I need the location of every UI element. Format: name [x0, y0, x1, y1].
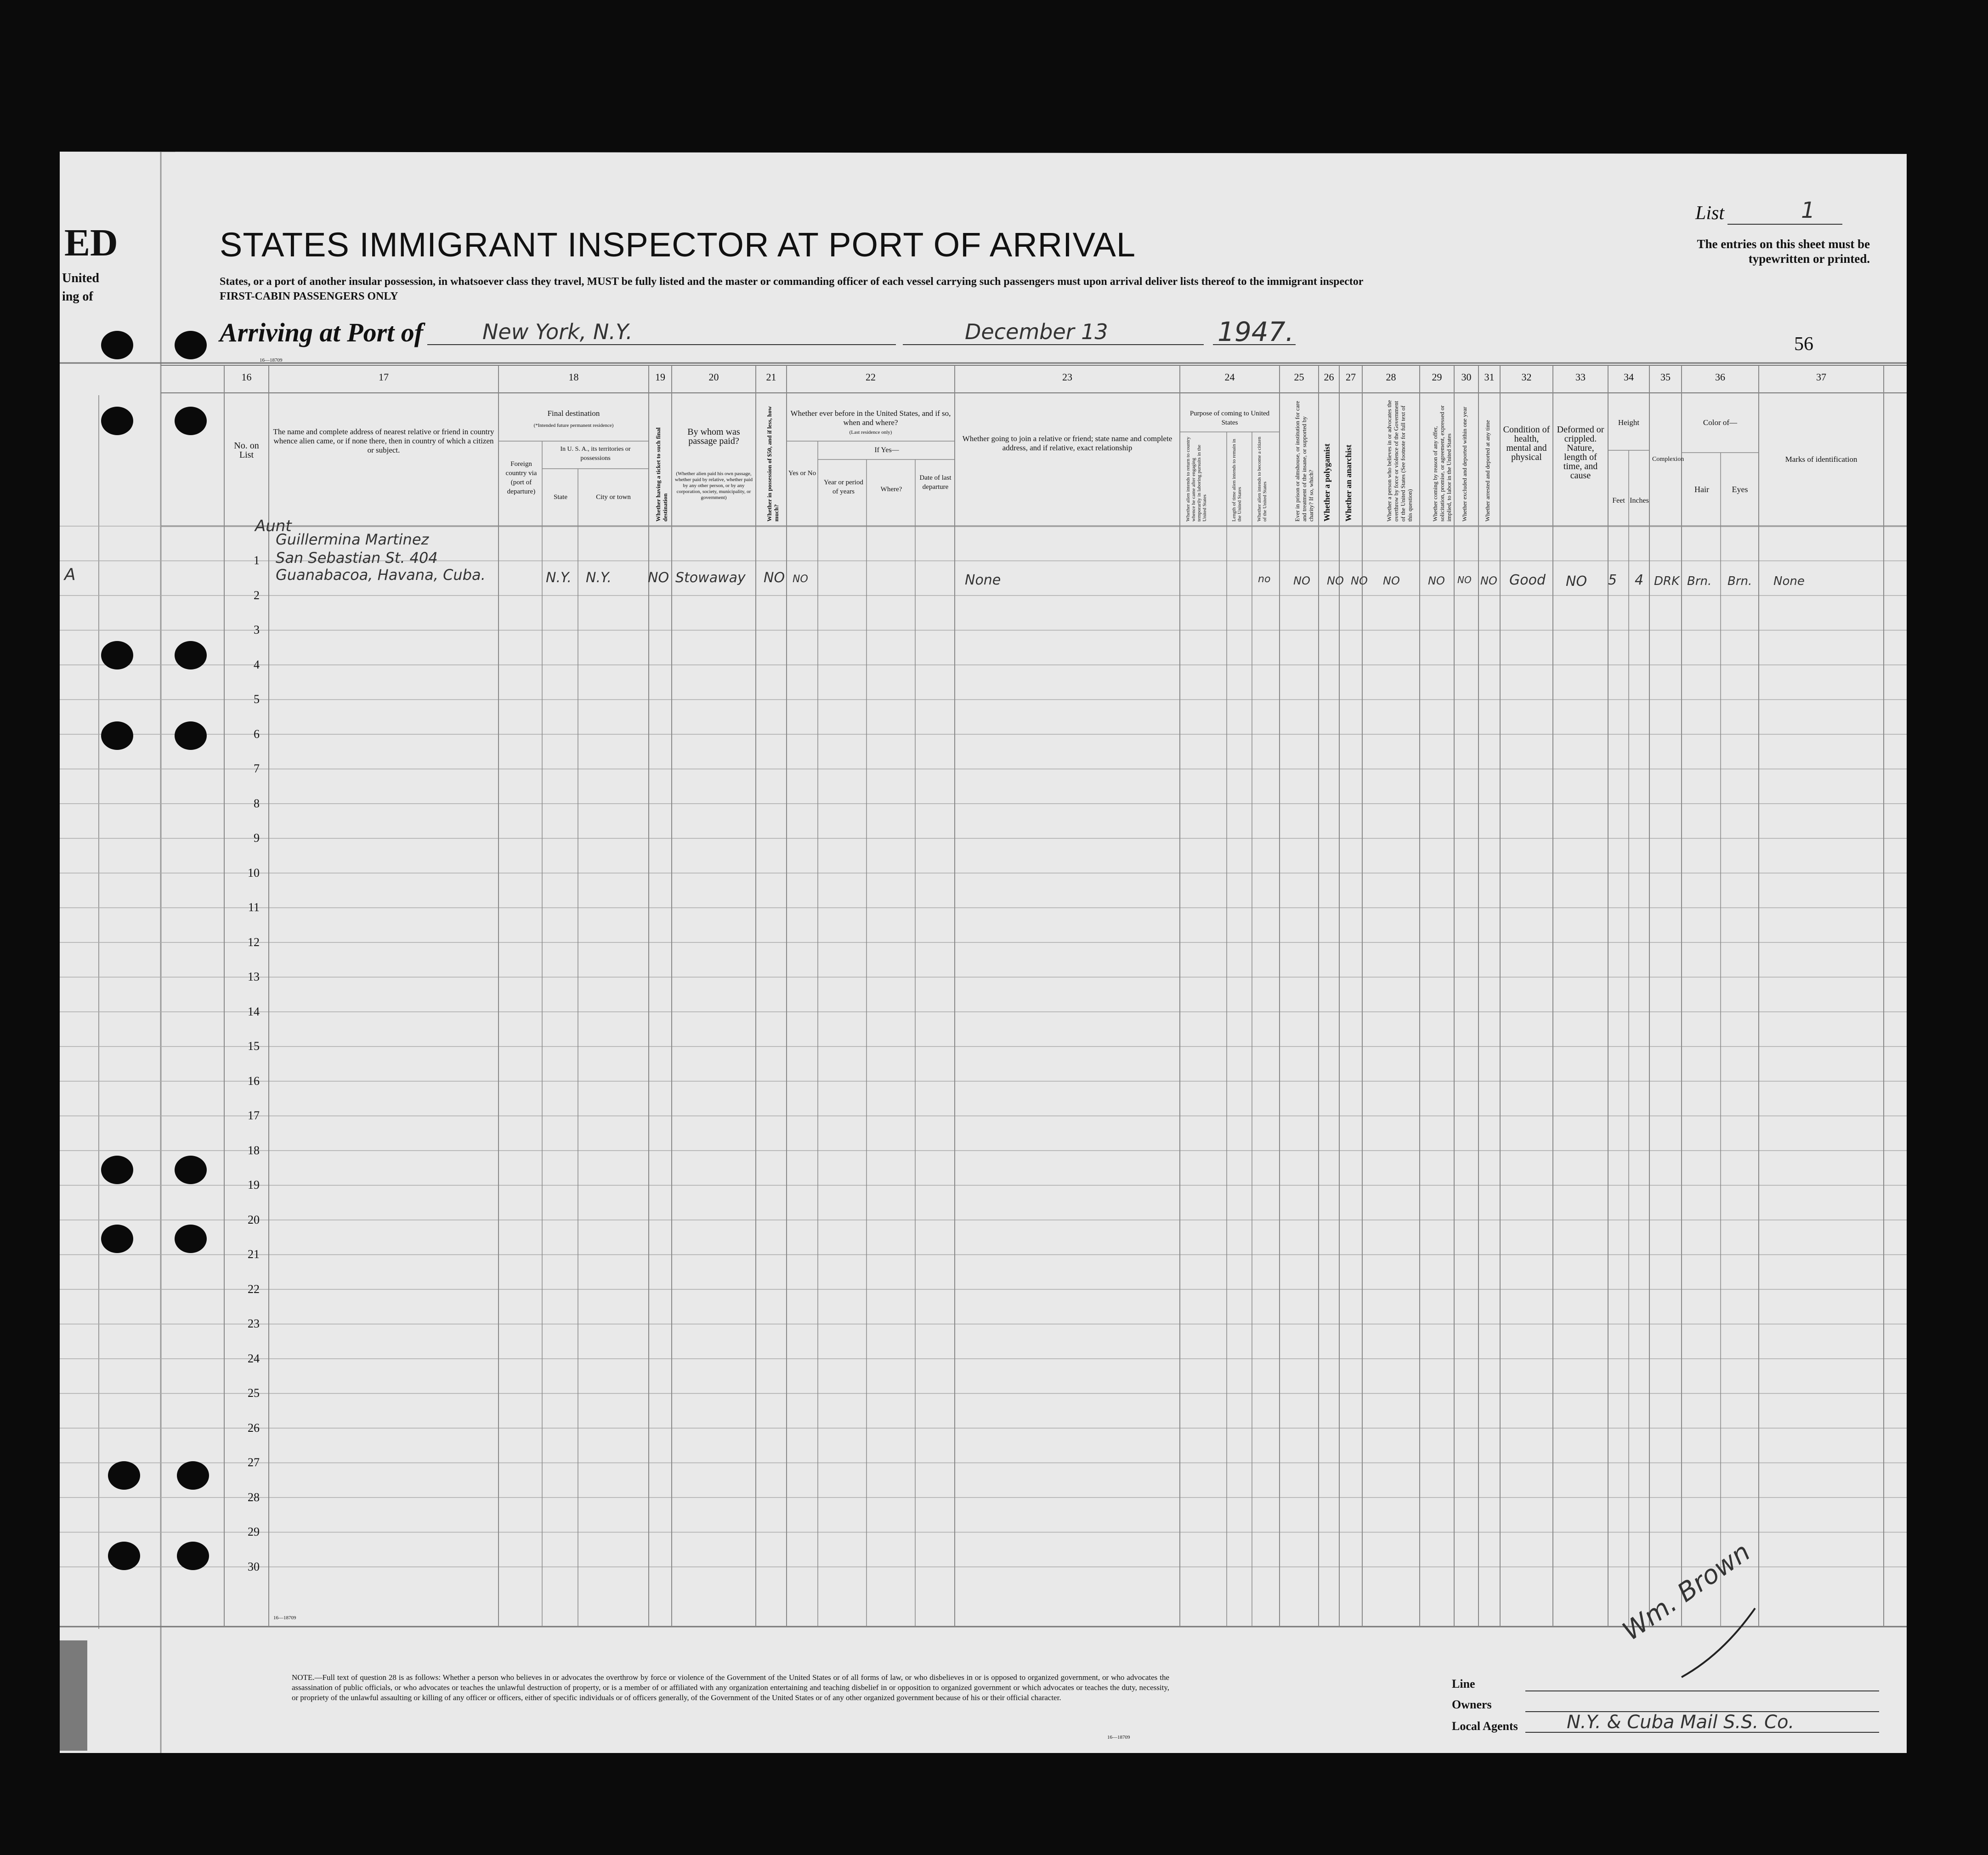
column-number-25: 25	[1294, 371, 1304, 383]
column-part-label: Feet	[1612, 497, 1625, 505]
row-number: 12	[248, 935, 260, 949]
entry-marks: None	[1773, 574, 1805, 588]
column-header-34: Height	[1618, 418, 1640, 427]
list-label: List	[1695, 203, 1725, 224]
punch-hole	[175, 1225, 207, 1253]
footer-form-number-2: 16—18709	[273, 1615, 296, 1621]
row-number: 19	[248, 1178, 260, 1191]
line-label: Line	[1452, 1677, 1475, 1690]
row-number: 5	[254, 692, 260, 706]
agents-value: N.Y. & Cuba Mail S.S. Co.	[1567, 1712, 1795, 1733]
entry-name: Guillermina Martinez	[276, 531, 429, 548]
punch-hole	[101, 721, 133, 750]
column-header-33: Deformed or crippled. Nature, length of time, and cause	[1557, 425, 1604, 481]
column-part-label: Eyes	[1732, 485, 1748, 494]
row-number: 10	[248, 866, 260, 879]
column-number-32: 32	[1521, 371, 1532, 383]
column-number-29: 29	[1432, 371, 1442, 383]
column-header-32: Condition of health, mental and physical	[1503, 425, 1550, 462]
column-header-29: Whether coming by reason of any offer, solicitation, promise, or agreement, expressed or implied, to labor in the United States	[1431, 405, 1452, 522]
row-number: 3	[254, 623, 260, 636]
punch-hole	[108, 1461, 140, 1490]
row-number: 14	[248, 1004, 260, 1018]
entry-arrested: NO	[1480, 574, 1497, 587]
entry-labor: NO	[1428, 574, 1445, 587]
entry-join-relative: None	[965, 572, 1001, 588]
column-header-18: Final destination	[547, 409, 600, 418]
subtitle-2: FIRST-CABIN PASSENGERS ONLY	[220, 290, 398, 302]
column-number-17: 17	[379, 371, 389, 383]
row-number: 18	[248, 1143, 260, 1157]
column-part-label: If Yes—	[874, 446, 899, 454]
column-part-label: Hair	[1694, 485, 1709, 494]
purpose-sub-label: Whether alien intends to become a citizen of the United States	[1257, 437, 1268, 522]
column-number-35: 35	[1660, 371, 1671, 383]
row-number: 1	[254, 554, 260, 567]
row-number: 17	[248, 1109, 260, 1122]
column-part-label: State	[554, 494, 567, 501]
column-number-36: 36	[1715, 371, 1725, 383]
row-number: 6	[254, 727, 260, 741]
column-subheader-20: (Whether alien paid his own passage, whether paid by relative, whether paid by any other person, or by any corporation, society, municipality, or government)	[674, 471, 753, 500]
row-number: 15	[248, 1039, 260, 1053]
entry-feet: 5	[1608, 572, 1617, 588]
column-header-26: Whether a polygamist	[1322, 443, 1331, 522]
column-number-30: 30	[1461, 371, 1472, 383]
column-header-36: Color of—	[1703, 418, 1738, 427]
column-part-label: Inches	[1630, 497, 1649, 505]
date-value: December 13	[965, 319, 1108, 344]
row-number: 28	[248, 1490, 260, 1504]
row-number: 25	[248, 1386, 260, 1400]
column-header-25: Ever in prison or almshouse, or institution for care and treatment of the insane, or supported by charity? If so, which?	[1293, 401, 1314, 522]
column-part-label: Date of last departure	[919, 474, 952, 491]
column-header-30: Whether excluded and deported within one year	[1461, 407, 1468, 522]
typewritten-note: The entries on this sheet must be typewritten or printed.	[1697, 237, 1870, 266]
punch-hole	[101, 331, 133, 359]
row-number: 23	[248, 1317, 260, 1330]
entry-complexion: DRK	[1654, 574, 1680, 588]
row-number: 29	[248, 1525, 260, 1538]
column-header-23: Whether going to join a relative or friend; state name and complete address, and if relative, exact relationship	[962, 434, 1172, 452]
punch-hole	[108, 1542, 140, 1570]
row-number: 30	[248, 1560, 260, 1573]
port-value: New York, N.Y.	[482, 319, 633, 344]
column-number-24: 24	[1224, 371, 1235, 383]
entry-polygamist: NO	[1327, 574, 1344, 587]
list-value: 1	[1801, 198, 1815, 223]
punch-hole	[175, 1156, 207, 1184]
column-number-37: 37	[1816, 371, 1826, 383]
entry-paid-by: Stowaway	[675, 570, 746, 586]
row-number: 24	[248, 1351, 260, 1365]
entry-possession: NO	[764, 570, 785, 586]
arriving-label: Arriving at Port of	[220, 318, 424, 347]
entry-state: N.Y.	[546, 570, 572, 586]
row-number: 2	[254, 588, 260, 602]
column-header-24: Purpose of coming to United States	[1189, 410, 1270, 426]
row-number: 8	[254, 796, 260, 810]
entry-ticket: NO	[648, 570, 669, 586]
column-number-28: 28	[1386, 371, 1396, 383]
row-number: 26	[248, 1421, 260, 1435]
left-fragment-2: United	[62, 271, 99, 285]
column-header-31: Whether arrested and deported at any time	[1484, 420, 1491, 522]
punch-hole	[101, 407, 133, 435]
column-header-19: Whether having a ticket to such final destination	[655, 427, 668, 522]
column-part-label: In U. S. A., its territories or possessions	[560, 446, 631, 462]
column-number-23: 23	[1062, 371, 1072, 383]
owners-label: Owners	[1452, 1698, 1492, 1711]
row-number: 21	[248, 1248, 260, 1261]
column-header-16: No. on List	[234, 441, 259, 460]
row-number: 22	[248, 1282, 260, 1296]
punch-hole	[101, 1156, 133, 1184]
row-number: 16	[248, 1074, 260, 1088]
entry-left-letter: A	[64, 565, 76, 584]
column-number-19: 19	[655, 371, 665, 383]
entry-address-2: Guanabacoa, Havana, Cuba.	[276, 566, 486, 584]
punch-hole	[175, 407, 207, 435]
sheet-number: 56	[1794, 334, 1813, 355]
footer-form-number: 16—18709	[1107, 1735, 1130, 1740]
row-number: 20	[248, 1213, 260, 1226]
column-subheader-18: (*Intended future permanent residence)	[533, 423, 614, 428]
column-number-22: 22	[866, 371, 876, 383]
entry-prison: NO	[1293, 574, 1310, 587]
entry-overthrow: NO	[1383, 574, 1400, 587]
column-header-37: Marks of identification	[1785, 455, 1858, 464]
row-number: 7	[254, 762, 260, 775]
column-number-26: 26	[1324, 371, 1334, 383]
column-header-21: Whether in possession of $50, and if less, how much?	[765, 406, 780, 522]
punch-hole	[175, 641, 207, 669]
punch-hole	[177, 1461, 209, 1490]
column-header-35: Complexion	[1652, 456, 1684, 463]
row-number: 11	[248, 901, 260, 914]
column-number-27: 27	[1346, 371, 1356, 383]
form-number: 16—18709	[260, 357, 283, 363]
column-header-22: Whether ever before in the United States, and if so, when and where?	[790, 409, 951, 427]
row-number: 13	[248, 970, 260, 983]
punch-hole	[177, 1542, 209, 1570]
column-number-21: 21	[766, 371, 776, 383]
page-title: STATES IMMIGRANT INSPECTOR AT PORT OF ARRIVAL	[220, 226, 1136, 264]
purpose-sub-label: Length of time alien intends to remain in the United States	[1231, 439, 1242, 522]
punch-hole	[175, 331, 207, 359]
column-header-27: Whether an anarchist	[1344, 444, 1353, 522]
footer-note: NOTE.—Full text of question 28 is as follows: Whether a person who believes in or advocates the overthrow by force or violence of the Government of the United States or of all forms of law, or who disbelieves in or is opposed to organized government, or who advocates the assassination of public officials, or who advocates or teaches the unlawful destruction of property, or is a member of or affiliated with any organization entertaining and teaching disbelief in or opposition to organized government or which advocates or teaches the duty, necessity, or propriety of the unlawful assaulting or killing of any officer or officers, either of specific individuals or of officers generally, of the Government of the United States or of any other organized government because of his or their official character.	[292, 1673, 1169, 1702]
entry-excluded: NO	[1457, 574, 1472, 585]
subtitle: States, or a port of another insular possession, in whatsoever class they travel, MUST be fully listed and the master or commanding officer of each vessel carrying such passengers must upon arrival deliver lists thereof to the immigrant inspector	[220, 276, 1364, 288]
column-number-33: 33	[1575, 371, 1586, 383]
column-number-18: 18	[568, 371, 579, 383]
column-part-label: Where?	[880, 486, 902, 493]
signature: Wm. Brown	[1617, 1537, 1756, 1647]
agents-label: Local Agents	[1452, 1719, 1518, 1733]
column-header-28: Whether a person who believes in or advocates the overthrow by force or violence of the Government of the United States (See footnote for full text of this question)	[1385, 400, 1413, 522]
row-number: 27	[248, 1456, 260, 1469]
entry-relation: Aunt	[255, 517, 292, 535]
entry-health: Good	[1509, 572, 1546, 588]
entry-anarchist: NO	[1351, 574, 1368, 587]
punch-hole	[101, 1225, 133, 1253]
entry-eyes: Brn.	[1727, 574, 1752, 588]
column-part-label: Yes or No	[788, 470, 816, 477]
year-value: 1947.	[1218, 316, 1294, 347]
column-number-31: 31	[1484, 371, 1495, 383]
column-number-34: 34	[1624, 371, 1634, 383]
row-number: 4	[254, 658, 260, 671]
column-header-20: By whom was passage paid?	[687, 427, 740, 446]
column-part-label: Year or period of years	[824, 479, 863, 495]
paper	[60, 152, 1916, 1753]
column-part-label: Foreign country via (port of departure)	[505, 460, 537, 495]
left-fragment-3: ing of	[62, 289, 93, 304]
row-number: 9	[254, 831, 260, 845]
entry-deformed: NO	[1566, 573, 1587, 590]
entry-inches: 4	[1635, 572, 1644, 588]
punch-hole	[175, 721, 207, 750]
column-header-17: The name and complete address of nearest relative or friend in country whence alien came, or if none there, then in country of which a citizen or subject.	[273, 427, 494, 454]
entry-citizen: no	[1258, 573, 1271, 585]
purpose-sub-label: Whether alien intends to return to country whence he came after engaging temporarily in laboring pursuits in the United States	[1185, 437, 1207, 522]
left-fragment: ED	[64, 221, 118, 264]
column-part-label: City or town	[596, 494, 631, 501]
entry-city: N.Y.	[586, 570, 612, 586]
column-number-20: 20	[708, 371, 719, 383]
column-subheader-22: (Last residence only)	[849, 430, 892, 435]
entry-hair: Brn.	[1687, 574, 1712, 588]
entry-address-1: San Sebastian St. 404	[276, 549, 438, 567]
punch-hole	[101, 641, 133, 669]
column-number-16: 16	[241, 371, 252, 383]
entry-before-us: NO	[793, 573, 808, 585]
